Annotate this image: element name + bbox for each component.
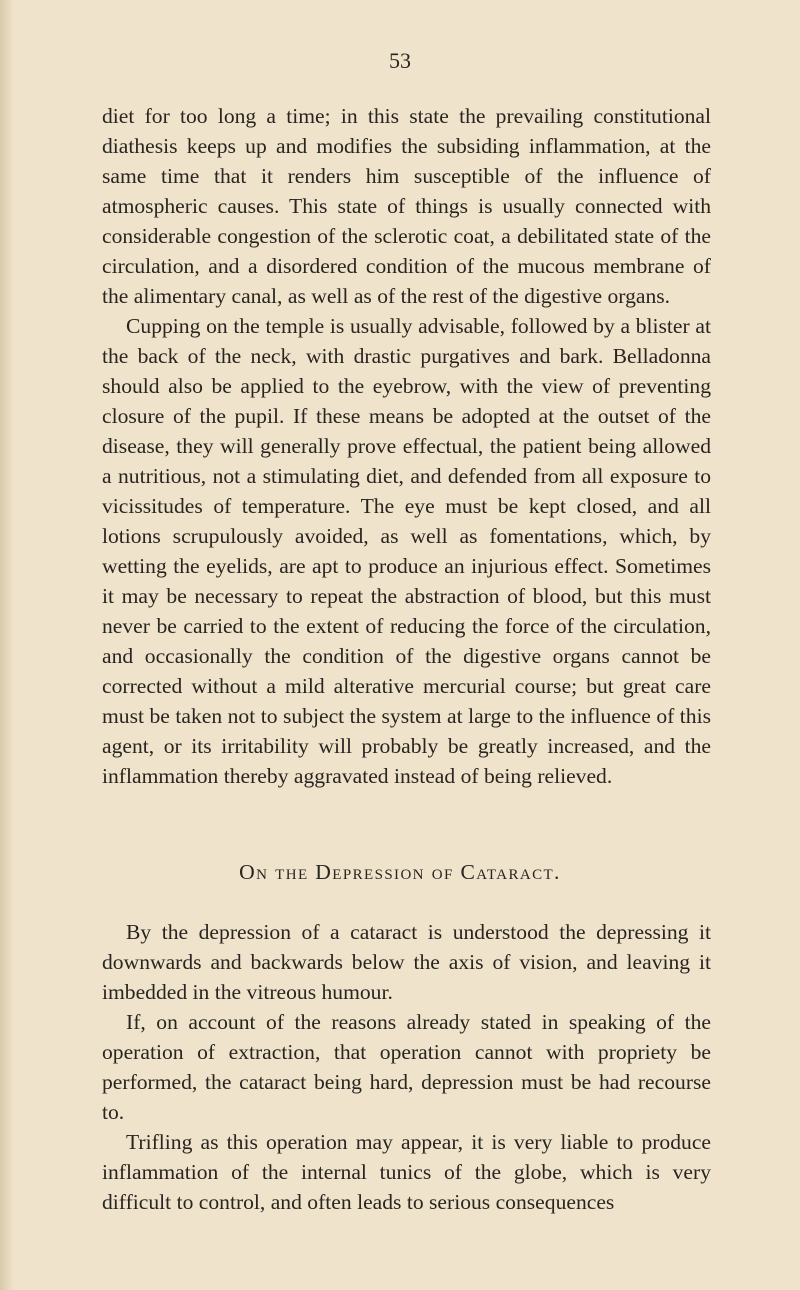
section-heading: On the Depression of Cataract. <box>239 860 561 884</box>
paragraph: Cupping on the temple is usually advisable, followed by a blister at the back of the neck, with drastic purgatives and bark. Belladonna should also be applied to the eyebrow, with the view of preventing closure of the pupil. If these means be adopted at the outset of the disease, they will generally prove effectual, the patient being allowed a nutritious, not a stimulating diet, and defended from all exposure to vicissitudes of temperature. The eye must be kept closed, and all lotions scrupulously avoided, as well as fomentations, which, by wetting the eyelids, are apt to produce an injurious effect. Sometimes it may be necessary to repeat the abstraction of blood, but this must never be carried to the extent of reducing the force of the circulation, and occasionally the condition of the digestive organs cannot be corrected without a mild alterative mercurial course; but great care must be taken not to subject the system at large to the influence of this agent, or its irritability will probably be greatly increased, and the inflammation thereby aggravated instead of being relieved. <box>102 314 711 788</box>
paragraph: Trifling as this operation may appear, it is very liable to produce inflammation of the internal tunics of the globe, which is very difficult to control, and often leads to serious consequences <box>102 1130 711 1214</box>
page-edge-shadow <box>0 0 14 1290</box>
paragraph: If, on account of the reasons already stated in speaking of the operation of extraction, that operation cannot with propriety be performed, the cataract being hard, depression must be had recourse to. <box>102 1010 711 1124</box>
section-1-text <box>102 101 711 791</box>
section-2-text <box>102 917 711 1217</box>
paragraph-continuation: diet for too long a time; in this state the prevailing constitutional diathesis keeps up and modifies the subsiding inflammation, at the same time that it renders him susceptible of the influence of atmospheric causes. This state of things is usually connected with considerable congestion of the sclerotic coat, a debilitated state of the circulation, and a disordered condition of the mucous membrane of the alimentary canal, as well as of the rest of the digestive organs. <box>102 104 711 308</box>
paragraph: By the depression of a cataract is understood the depressing it downwards and backwards below the axis of vision, and leaving it imbedded in the vitreous humour. <box>102 920 711 1004</box>
page-number: 53 <box>389 48 411 73</box>
